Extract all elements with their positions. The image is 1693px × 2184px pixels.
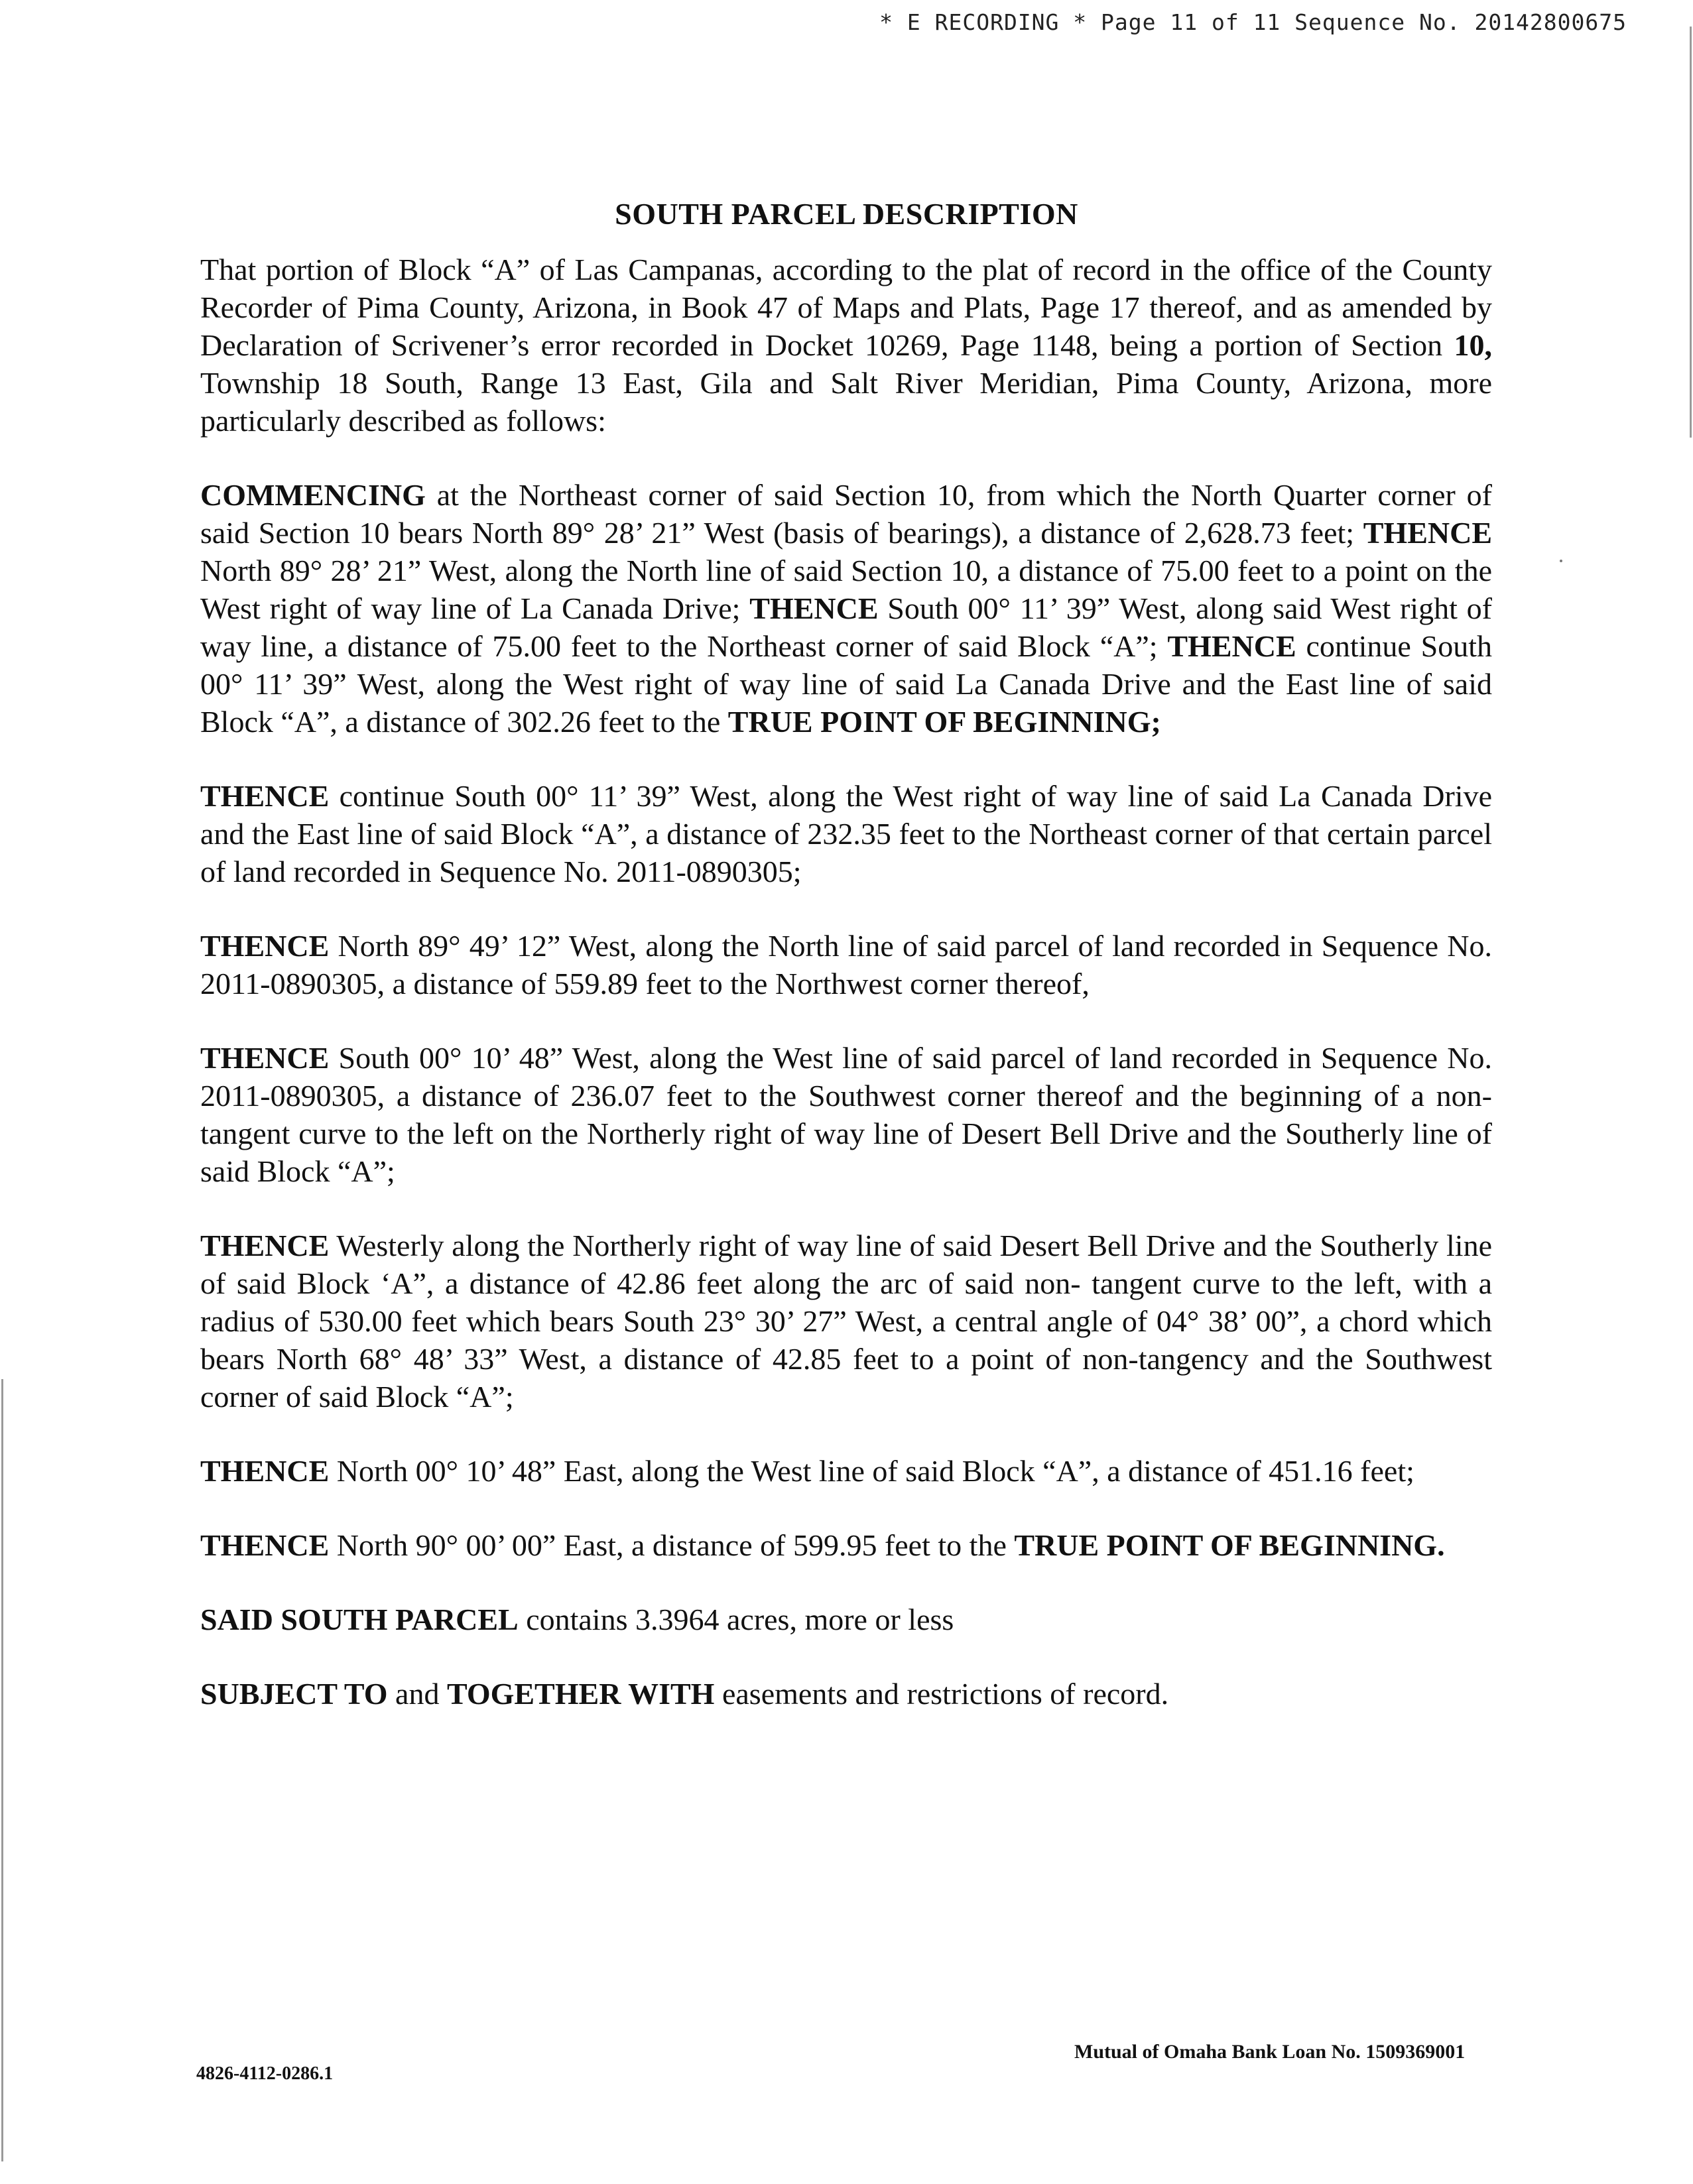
description-paragraph xyxy=(200,777,1492,890)
paragraph-text: easements and restrictions of record. xyxy=(714,1677,1169,1711)
loan-number: Mutual of Omaha Bank Loan No. 1509369001 xyxy=(1074,2041,1466,2063)
description-paragraph xyxy=(200,1452,1492,1490)
scan-edge-right xyxy=(1690,27,1692,438)
paragraph-text: North 89° 28’ 21” West, along the North line of said Section 10, a distance of 75.00 feet to a point on the West right of way line of La Canada Drive; xyxy=(200,554,1492,625)
bold-term: THENCE xyxy=(200,1229,330,1262)
paragraph-text: North 00° 10’ 48” East, along the West line of said Block “A”, a distance of 451.16 feet; xyxy=(329,1454,1414,1488)
paragraph-text: Township 18 South, Range 13 East, Gila and Salt River Meridian, Pima County, Arizona, more particularly described as follows: xyxy=(200,366,1492,438)
description-paragraph xyxy=(200,927,1492,1002)
bold-term: THENCE xyxy=(749,591,879,625)
scan-edge-left xyxy=(1,1379,3,2161)
description-paragraph xyxy=(200,1039,1492,1190)
bold-term: THENCE xyxy=(1363,516,1492,550)
bold-term: THENCE xyxy=(200,929,330,963)
recording-header: * E RECORDING * Page 11 of 11 Sequence No. 20142800675 xyxy=(879,9,1627,35)
bold-term: THENCE xyxy=(200,1528,330,1562)
description-paragraph xyxy=(200,1601,1492,1638)
bold-term: SAID SOUTH PARCEL xyxy=(200,1603,519,1636)
description-paragraph xyxy=(200,1227,1492,1416)
bold-term: TOGETHER WITH xyxy=(446,1677,715,1711)
description-paragraph xyxy=(200,251,1492,440)
bold-term: THENCE xyxy=(200,1041,330,1075)
bold-term: THENCE xyxy=(1167,629,1296,663)
description-paragraph xyxy=(200,1526,1492,1564)
bold-term: SUBJECT TO xyxy=(200,1677,388,1711)
document-number: 4826-4112-0286.1 xyxy=(196,2063,334,2084)
description-paragraph xyxy=(200,1675,1492,1713)
paragraph-text: at the Northeast corner of said Section 10, from which the North Quarter corner of said Section 10 bears North 89° 28’ 21” West (basis of bearings), a distance of 2,628.73 feet; xyxy=(200,478,1492,550)
paragraph-text: and xyxy=(387,1677,447,1711)
paragraph-text: North 89° 49’ 12” West, along the North line of said parcel of land recorded in Sequence No. 2011-0890305, a distance of 559.89 feet to the Northwest corner thereof, xyxy=(200,929,1492,1001)
paragraph-text: Westerly along the Northerly right of way line of said Desert Bell Drive and the Southerly line of said Block ‘A”, a distance of 42.86 feet along the arc of said non- tangent curve to the left, with a radius of 530.00 feet which bears South 23° 30’ 27” West, a central angle of 04° 38’ 00”, a chord which bears North 68° 48’ 33” West, a distance of 42.85 feet to a point of non-tangency and the Southwest corner of said Block “A”; xyxy=(200,1229,1492,1414)
paragraph-text: North 90° 00’ 00” East, a distance of 599.95 feet to the xyxy=(329,1528,1015,1562)
bold-term: TRUE POINT OF BEGINNING. xyxy=(1014,1528,1445,1562)
paragraph-text: continue South 00° 11’ 39” West, along the West right of way line of said La Canada Drive and the East line of said Block “A”, a distance of 232.35 feet to the Northeast corner of that certain parcel of land recorded in Sequence No. 2011-0890305; xyxy=(200,779,1492,888)
paragraph-text: continue South 00° 11’ 39” West, along the West right of way line of said La Canada Drive and the East line of said Block “A”, a distance of 302.26 feet to the xyxy=(200,629,1492,739)
bold-term: COMMENCING xyxy=(200,478,426,512)
bold-term: TRUE POINT OF BEGINNING; xyxy=(727,705,1161,739)
paragraph-text: That portion of Block “A” of Las Campanas, according to the plat of record in the office of the County Recorder of Pima County, Arizona, in Book 47 of Maps and Plats, Page 17 thereof, and as amended by Declaration of Scrivener’s error recorded in Docket 10269, Page 1148, being a portion of Section xyxy=(200,253,1492,362)
paragraph-text: contains 3.3964 acres, more or less xyxy=(518,1603,954,1636)
paragraph-text: South 00° 11’ 39” West, along said West right of way line, a distance of 75.00 feet to the Northeast corner of said Block “A”; xyxy=(200,591,1492,663)
scan-speck xyxy=(1560,560,1562,562)
page-title: SOUTH PARCEL DESCRIPTION xyxy=(615,197,1078,231)
description-paragraph xyxy=(200,476,1492,741)
bold-term: THENCE xyxy=(200,1454,330,1488)
legal-description-body xyxy=(200,251,1492,1749)
bold-term: THENCE xyxy=(200,779,330,813)
bold-term: 10, xyxy=(1454,328,1492,362)
paragraph-text: South 00° 10’ 48” West, along the West line of said parcel of land recorded in Sequence No. 2011-0890305, a distance of 236.07 feet to the Southwest corner thereof and the beginning of a non-tangent curve to the left on the Northerly right of way line of Desert Bell Drive and the Southerly line of said Block “A”; xyxy=(200,1041,1492,1188)
